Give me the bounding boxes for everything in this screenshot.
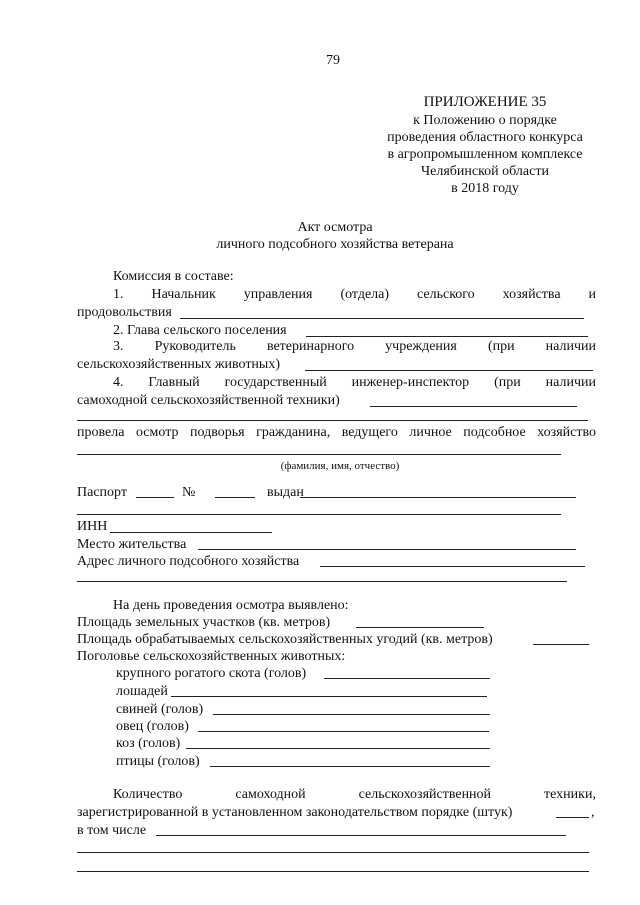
word: (отдела) xyxy=(340,287,390,302)
word: сельскохозяйственной xyxy=(358,787,492,802)
word: техники, xyxy=(544,787,596,802)
fill-line-blank-4[interactable] xyxy=(77,852,589,853)
commission-item-1-cont: продовольствия xyxy=(77,305,172,320)
fio-caption: (фамилия, имя, отчество) xyxy=(280,460,400,472)
machinery-comma: , xyxy=(591,805,595,820)
livestock-pigs-line[interactable] xyxy=(213,714,490,715)
fill-line-item4[interactable] xyxy=(370,406,577,407)
word: хозяйство xyxy=(537,425,596,440)
commission-item-3 xyxy=(113,338,596,355)
machinery-line-1 xyxy=(113,786,596,803)
inn-line[interactable] xyxy=(110,532,272,533)
word: личное xyxy=(409,425,452,440)
commission-heading: Комиссия в составе: xyxy=(113,269,234,284)
fill-line-blank-5[interactable] xyxy=(77,871,589,872)
word: 1. xyxy=(113,287,124,302)
word: ветеринарного xyxy=(266,339,355,354)
inn-label: ИНН xyxy=(77,519,108,534)
commission-item-1 xyxy=(113,286,596,303)
livestock-sheep: овец (голов) xyxy=(116,719,189,734)
machinery-count-line[interactable] xyxy=(556,817,589,818)
passport-issued-line[interactable] xyxy=(300,497,576,498)
fill-line-item2[interactable] xyxy=(306,336,588,337)
word: подворья xyxy=(190,425,245,440)
commission-item-4 xyxy=(113,374,596,391)
commission-item-4-cont: самоходной сельскохозяйственной техники) xyxy=(77,393,340,408)
appendix-line-4: Челябинской области xyxy=(421,164,549,179)
appendix-line-2: проведения областного конкурса xyxy=(387,130,583,145)
residence-line[interactable] xyxy=(198,549,576,550)
residence-label: Место жительства xyxy=(77,537,187,552)
fill-line-blank-1[interactable] xyxy=(77,420,588,421)
word: государственный xyxy=(224,375,327,390)
machinery-line-2: зарегистрированной в установленном законодательством порядке (штук) xyxy=(77,805,513,820)
word: Руководитель xyxy=(154,339,236,354)
fill-line-fio[interactable] xyxy=(77,454,561,455)
findings-heading: На день проведения осмотра выявлено: xyxy=(113,598,349,613)
fill-line-item3[interactable] xyxy=(305,370,593,371)
word: управления xyxy=(243,287,313,302)
livestock-horses-line[interactable] xyxy=(171,696,487,697)
commission-item-2: 2. Глава сельского поселения xyxy=(113,323,287,338)
word: ведущего xyxy=(341,425,398,440)
livestock-poultry-line[interactable] xyxy=(210,766,490,767)
livestock-poultry: птицы (голов) xyxy=(116,754,200,769)
word: и xyxy=(588,287,596,302)
word: гражданина, xyxy=(256,425,331,440)
farm-address-line[interactable] xyxy=(320,566,585,567)
word: Главный xyxy=(148,375,200,390)
word: инженер-инспектор xyxy=(351,375,470,390)
passport-issued: выдан xyxy=(267,485,304,500)
livestock-cattle-line[interactable] xyxy=(324,678,490,679)
machinery-line-3: в том числе xyxy=(77,823,147,838)
appendix-line-1: к Положению о порядке xyxy=(413,113,557,128)
word: осмотр xyxy=(135,425,179,440)
livestock-goats-line[interactable] xyxy=(186,748,490,749)
passport-number-sign: № xyxy=(182,485,196,500)
livestock-cattle: крупного рогатого скота (голов) xyxy=(116,666,307,681)
word: 4. xyxy=(113,375,124,390)
fill-line-blank-3[interactable] xyxy=(77,581,567,582)
word: (при xyxy=(494,375,521,390)
word: хозяйства xyxy=(502,287,561,302)
passport-series-line[interactable] xyxy=(136,497,174,498)
inspection-line xyxy=(77,424,596,441)
word: наличии xyxy=(545,339,596,354)
cultivated-area-label: Площадь обрабатываемых сельскохозяйственных угодий (кв. метров) xyxy=(77,632,493,647)
machinery-including-line[interactable] xyxy=(156,835,566,836)
land-area-label: Площадь земельных участков (кв. метров) xyxy=(77,615,331,630)
word: (при xyxy=(487,339,515,354)
farm-address-label: Адрес личного подсобного хозяйства xyxy=(77,554,300,569)
livestock-pigs: свиней (голов) xyxy=(116,702,204,717)
cultivated-area-line[interactable] xyxy=(533,644,589,645)
appendix-line-5: в 2018 году xyxy=(451,181,519,196)
fill-line-item1[interactable] xyxy=(180,318,584,319)
word: самоходной xyxy=(235,787,306,802)
appendix-title: ПРИЛОЖЕНИЕ 35 xyxy=(423,94,547,110)
livestock-horses: лошадей xyxy=(116,684,168,699)
passport-number-line[interactable] xyxy=(215,497,255,498)
page-number: 79 xyxy=(326,53,340,68)
land-area-line[interactable] xyxy=(356,627,484,628)
passport-label: Паспорт xyxy=(77,485,127,500)
word: Начальник xyxy=(151,287,216,302)
act-subtitle: личного подсобного хозяйства ветерана xyxy=(216,237,454,252)
fill-line-blank-2[interactable] xyxy=(77,514,561,515)
word: сельского xyxy=(417,287,475,302)
word: 3. xyxy=(113,339,124,354)
word: Количество xyxy=(113,787,183,802)
word: провела xyxy=(77,425,125,440)
act-title: Акт осмотра xyxy=(297,220,373,235)
appendix-line-3: в агропромышленном комплексе xyxy=(387,147,583,162)
livestock-sheep-line[interactable] xyxy=(198,731,489,732)
word: наличии xyxy=(545,375,596,390)
word: подсобное xyxy=(463,425,526,440)
livestock-heading: Поголовье сельскохозяйственных животных: xyxy=(77,649,346,664)
word: учреждения xyxy=(385,339,457,354)
commission-item-3-cont: сельскохозяйственных животных) xyxy=(77,357,280,372)
livestock-goats: коз (голов) xyxy=(116,736,181,751)
